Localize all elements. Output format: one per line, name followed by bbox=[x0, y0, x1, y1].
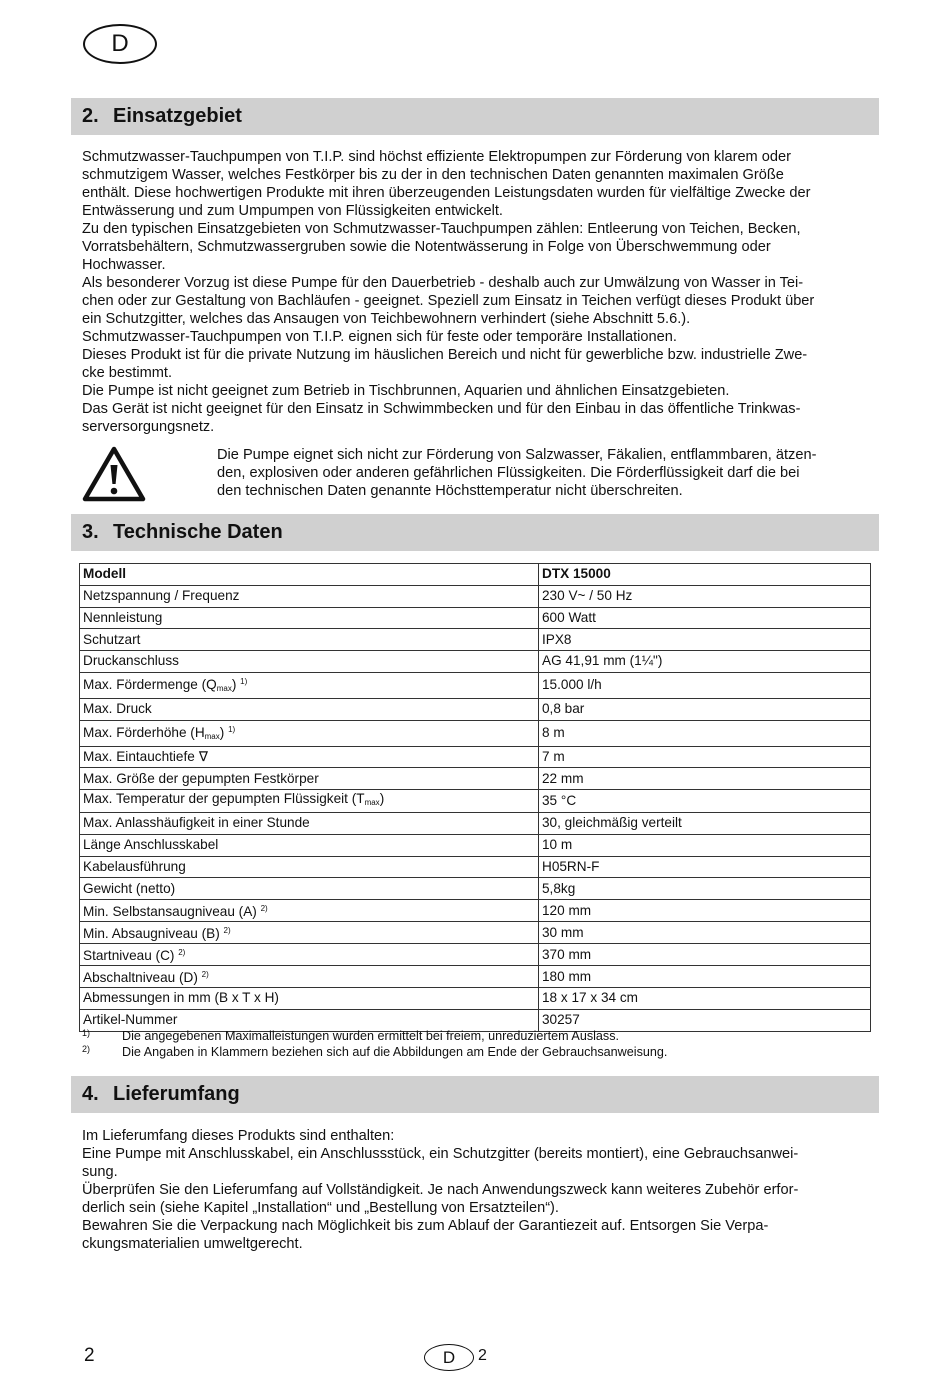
spec-label-text: Nennleistung bbox=[83, 609, 163, 625]
text-line: Im Lieferumfang dieses Produkts sind enthalten: bbox=[82, 1128, 395, 1144]
text-line: enthält. Diese hochwertigen Produkte mit ihren überzeugenden Leistungsdaten wurden für vielfältige Zwecke der bbox=[82, 185, 811, 201]
footnote-reference: 1) bbox=[228, 724, 236, 734]
table-row bbox=[80, 768, 871, 790]
text-line: chen oder zur Gestaltung von Bachläufen - geeignet. Speziell zum Einsatz in Teichen verfügt dieses Produkt über bbox=[82, 293, 815, 309]
spec-value: 10 m bbox=[539, 834, 871, 856]
text-line: Das Gerät ist nicht geeignet für den Einsatz in Schwimmbecken und für den Einbau in das öffentliche Trinkwas- bbox=[82, 401, 801, 417]
section-heading-einsatzgebiet bbox=[71, 98, 879, 135]
spec-label bbox=[80, 966, 539, 988]
section-number: 2. bbox=[82, 105, 99, 127]
spec-label-text: Artikel-Nummer bbox=[83, 1012, 178, 1028]
spec-value: AG 41,91 mm (1¼") bbox=[539, 651, 871, 673]
spec-label-suffix: ) bbox=[219, 724, 229, 740]
spec-label bbox=[80, 607, 539, 629]
spec-value: 30, gleichmäßig verteilt bbox=[539, 813, 871, 835]
spec-label bbox=[80, 1009, 539, 1031]
spec-value: 180 mm bbox=[539, 966, 871, 988]
table-row bbox=[80, 720, 871, 746]
table-row bbox=[80, 878, 871, 900]
table-row bbox=[80, 585, 871, 607]
text-line: Überprüfen Sie den Lieferumfang auf Vollständigkeit. Je nach Anwendungszweck kann weiteres Zubehör erfor- bbox=[82, 1182, 799, 1198]
footnote-reference: 2) bbox=[201, 970, 209, 979]
table-row bbox=[80, 834, 871, 856]
section-heading-technische-daten bbox=[71, 514, 879, 551]
einsatzgebiet-text bbox=[82, 148, 872, 436]
lieferumfang-text bbox=[82, 1127, 872, 1253]
spec-label bbox=[80, 720, 539, 746]
page-number: 2 bbox=[84, 1345, 95, 1366]
text-line: Schmutzwasser-Tauchpumpen von T.I.P. eignen sich für feste oder temporäre Installationen. bbox=[82, 329, 677, 345]
specs-header-row bbox=[80, 564, 871, 586]
footnote-text: Die angegebenen Maximalleistungen wurden ermittelt bei freiem, unreduziertem Auslass. bbox=[122, 1029, 620, 1043]
table-row bbox=[80, 698, 871, 720]
section-heading-lieferumfang bbox=[71, 1076, 879, 1113]
footer-page-number: 2 bbox=[478, 1347, 487, 1364]
spec-label-text: Max. Temperatur der gepumpten Flüssigkeit (T bbox=[83, 791, 365, 806]
warning-line: Die Pumpe eignet sich nicht zur Förderung von Salzwasser, Fäkalien, entflammbaren, ätzen- bbox=[217, 447, 817, 463]
table-row bbox=[80, 988, 871, 1010]
spec-label-text: Max. Förderhöhe (H bbox=[83, 724, 205, 740]
table-row bbox=[80, 922, 871, 944]
spec-label-subscript: max bbox=[204, 731, 220, 741]
spec-label-text: Druckanschluss bbox=[83, 653, 179, 669]
text-line: schmutzigem Wasser, welches Festkörper bis zu der in den technischen Daten genannten maximalen Größe bbox=[82, 167, 784, 183]
text-line: ein Schutzgitter, welches das Ansaugen von Teichbewohnern verhindert (siehe Abschnitt 5.6.). bbox=[82, 311, 691, 327]
spec-label bbox=[80, 629, 539, 651]
spec-value: 30257 bbox=[539, 1009, 871, 1031]
spec-label-text: Gewicht (netto) bbox=[83, 880, 176, 896]
table-row bbox=[80, 966, 871, 988]
spec-value: 600 Watt bbox=[539, 607, 871, 629]
spec-label-text: Länge Anschlusskabel bbox=[83, 837, 219, 853]
table-row bbox=[80, 607, 871, 629]
spec-value: 370 mm bbox=[539, 944, 871, 966]
spec-label bbox=[80, 944, 539, 966]
spec-label bbox=[80, 651, 539, 673]
warning-line: den technischen Daten genannte Höchsttemperatur nicht überschreiten. bbox=[217, 483, 683, 499]
spec-label bbox=[80, 768, 539, 790]
spec-label-text: Max. Druck bbox=[83, 701, 152, 717]
language-badge: D bbox=[83, 24, 157, 64]
spec-label bbox=[80, 672, 539, 698]
text-line: Als besonderer Vorzug ist diese Pumpe für den Dauerbetrieb - deshalb auch zur Umwälzung von Wasser in Tei- bbox=[82, 275, 804, 291]
spec-label-text: Kabelausführung bbox=[83, 858, 186, 874]
section-title: Lieferumfang bbox=[113, 1083, 240, 1105]
table-row bbox=[80, 900, 871, 922]
footnote-reference: 2) bbox=[178, 948, 186, 957]
warning-line: den, explosiven oder anderen gefährlichen Flüssigkeiten. Die Förderflüssigkeit darf die bei bbox=[217, 465, 800, 481]
spec-label-text: Max. Größe der gepumpten Festkörper bbox=[83, 770, 319, 786]
specs-table bbox=[79, 563, 871, 1032]
spec-label bbox=[80, 856, 539, 878]
footnote-mark: 1) bbox=[82, 1028, 91, 1038]
spec-label bbox=[80, 698, 539, 720]
text-line: derlich sein (siehe Kapitel „Installation“ und „Bestellung von Ersatzteilen“). bbox=[82, 1200, 559, 1216]
spec-value: 5,8kg bbox=[539, 878, 871, 900]
table-row bbox=[80, 944, 871, 966]
warning-triangle-icon bbox=[82, 446, 146, 502]
table-row bbox=[80, 1009, 871, 1031]
text-line: Dieses Produkt ist für die private Nutzung im häuslichen Bereich und nicht für gewerbliche bzw. industrielle Zwe- bbox=[82, 347, 808, 363]
section-title: Technische Daten bbox=[113, 521, 283, 543]
text-line: Vorratsbehältern, Schmutzwassergruben sowie die Notentwässerung in Folge von Überschwemmung oder bbox=[82, 239, 771, 255]
text-line: ckungsmaterialien umweltgerecht. bbox=[82, 1236, 303, 1252]
section-title: Einsatzgebiet bbox=[113, 105, 242, 127]
water-level-symbol: ∇ bbox=[198, 748, 208, 764]
spec-label-text: Max. Eintauchtiefe bbox=[83, 748, 195, 764]
text-line: Die Pumpe ist nicht geeignet zum Betrieb in Tischbrunnen, Aquarien und ähnlichen Einsatzgebieten. bbox=[82, 383, 730, 399]
spec-label-text: Min. Absaugniveau (B) bbox=[83, 926, 224, 941]
text-line: Hochwasser. bbox=[82, 257, 166, 273]
text-line: sung. bbox=[82, 1164, 118, 1180]
table-row bbox=[80, 672, 871, 698]
spec-label-subscript: max bbox=[364, 798, 380, 807]
spec-value: H05RN-F bbox=[539, 856, 871, 878]
table-row bbox=[80, 856, 871, 878]
spec-label bbox=[80, 900, 539, 922]
footnote-reference: 2) bbox=[260, 904, 268, 913]
spec-label bbox=[80, 988, 539, 1010]
table-row bbox=[80, 790, 871, 813]
spec-value: 35 °C bbox=[539, 790, 871, 813]
spec-value: 0,8 bar bbox=[539, 698, 871, 720]
spec-label-text: Abmessungen in mm (B x T x H) bbox=[83, 990, 279, 1006]
spec-value: 30 mm bbox=[539, 922, 871, 944]
table-row bbox=[80, 651, 871, 673]
section-number: 3. bbox=[82, 521, 99, 543]
spec-label-text: Min. Selbstansaugniveau (A) bbox=[83, 904, 261, 919]
section-number: 4. bbox=[82, 1083, 99, 1105]
spec-label-text: Max. Anlasshäufigkeit in einer Stunde bbox=[83, 815, 310, 831]
text-line: Zu den typischen Einsatzgebieten von Schmutzwasser-Tauchpumpen zählen: Entleerung von Teichen, Becken, bbox=[82, 221, 801, 237]
spec-label bbox=[80, 834, 539, 856]
footnote-mark: 2) bbox=[82, 1044, 91, 1054]
spec-label bbox=[80, 922, 539, 944]
text-line: Eine Pumpe mit Anschlusskabel, ein Anschlussstück, ein Schutzgitter (bereits montiert), eine Gebrauchsanwei- bbox=[82, 1146, 799, 1162]
spec-label bbox=[80, 790, 539, 813]
spec-label-text: Netzspannung / Frequenz bbox=[83, 588, 240, 604]
spec-label bbox=[80, 585, 539, 607]
text-line: Schmutzwasser-Tauchpumpen von T.I.P. sind höchst effiziente Elektropumpen zur Förderung von klarem oder bbox=[82, 149, 791, 165]
spec-label-text: Abschaltniveau (D) bbox=[83, 970, 202, 985]
table-row bbox=[80, 746, 871, 768]
spec-value: 18 x 17 x 34 cm bbox=[539, 988, 871, 1010]
spec-label bbox=[80, 813, 539, 835]
footer-language-badge: D bbox=[424, 1344, 474, 1371]
spec-value: 8 m bbox=[539, 720, 871, 746]
spec-label-subscript: max bbox=[216, 683, 232, 693]
text-line: Bewahren Sie die Verpackung nach Möglichkeit bis zum Ablauf der Garantiezeit auf. Entsorgen Sie Verpa- bbox=[82, 1218, 769, 1234]
footnote-reference: 2) bbox=[223, 926, 231, 935]
warning-text bbox=[217, 446, 872, 500]
spec-value: 7 m bbox=[539, 746, 871, 768]
spec-value: 22 mm bbox=[539, 768, 871, 790]
footnote-reference: 1) bbox=[240, 676, 248, 686]
table-row bbox=[80, 629, 871, 651]
specs-header-label: Modell bbox=[80, 564, 539, 586]
spec-value: 230 V~ / 50 Hz bbox=[539, 585, 871, 607]
spec-value: IPX8 bbox=[539, 629, 871, 651]
text-line: cke bestimmt. bbox=[82, 365, 173, 381]
table-row bbox=[80, 813, 871, 835]
spec-label-suffix: ) bbox=[379, 791, 385, 806]
specs-header-value: DTX 15000 bbox=[539, 564, 871, 586]
spec-label-text: Startniveau (C) bbox=[83, 948, 179, 963]
spec-label-text: Max. Fördermenge (Q bbox=[83, 676, 217, 692]
spec-value: 120 mm bbox=[539, 900, 871, 922]
spec-label-suffix: ) bbox=[231, 676, 241, 692]
text-line: serversorgungsnetz. bbox=[82, 419, 215, 435]
spec-label bbox=[80, 746, 539, 768]
spec-label bbox=[80, 878, 539, 900]
footnote-text: Die Angaben in Klammern beziehen sich auf die Abbildungen am Ende der Gebrauchsanweisung. bbox=[122, 1045, 668, 1059]
text-line: Entwässerung und zum Umpumpen von Flüssigkeiten entwickelt. bbox=[82, 203, 503, 219]
spec-value: 15.000 l/h bbox=[539, 672, 871, 698]
spec-label-text: Schutzart bbox=[83, 631, 141, 647]
